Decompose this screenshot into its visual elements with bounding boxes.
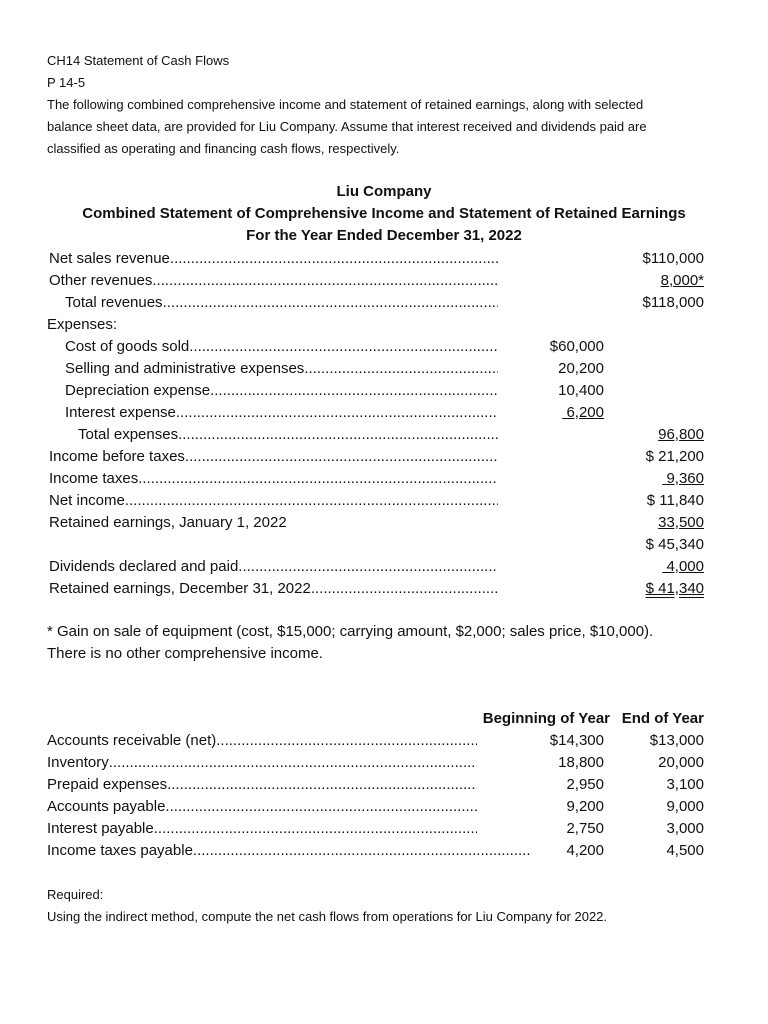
- row-label-text: Net income: [49, 492, 125, 509]
- row-label: [65, 336, 498, 358]
- table-row: [0, 402, 768, 424]
- intro-line: classified as operating and financing cash flows, respectively.: [47, 141, 400, 156]
- detail-amount: 10,400: [558, 382, 604, 399]
- dot-leader: [154, 818, 477, 840]
- table-row: [0, 446, 768, 468]
- table-row: [0, 534, 768, 556]
- table-row: [0, 270, 768, 292]
- row-label-text: Interest payable: [47, 820, 154, 837]
- dot-leader: [185, 446, 498, 468]
- table-row: [0, 380, 768, 402]
- row-label: [49, 270, 498, 292]
- row-label: [47, 752, 477, 774]
- dot-leader: [304, 358, 498, 380]
- dot-leader: [165, 796, 477, 818]
- intro-line: balance sheet data, are provided for Liu Company. Assume that interest received and dividends paid are: [47, 119, 647, 134]
- total-amount: 96,800: [658, 426, 704, 443]
- table-row: [0, 840, 768, 862]
- dot-leader: [109, 752, 477, 774]
- beginning-amount: 2,750: [566, 820, 604, 837]
- row-label-text: Inventory: [47, 754, 109, 771]
- table-row: [0, 512, 768, 534]
- table-row: [0, 578, 768, 600]
- end-amount: 3,100: [666, 776, 704, 793]
- row-label-text: Dividends declared and paid: [49, 558, 239, 575]
- row-label: [78, 424, 498, 446]
- table-row: [0, 248, 768, 270]
- statement-title: Combined Statement of Comprehensive Income and Statement of Retained Earnings: [82, 205, 686, 222]
- beginning-amount: $14,300: [549, 732, 604, 749]
- beginning-amount: 9,200: [566, 798, 604, 815]
- row-label-text: Depreciation expense: [65, 382, 211, 399]
- dot-leader: [125, 490, 498, 512]
- row-label-text: Selling and administrative expenses: [65, 360, 305, 377]
- row-label-text: Net sales revenue: [49, 250, 170, 267]
- statement-note: There is no other comprehensive income.: [47, 645, 323, 662]
- row-label-text: Interest expense: [65, 404, 176, 421]
- total-amount: $110,000: [642, 250, 704, 267]
- row-label: [65, 292, 498, 314]
- table-row: [0, 336, 768, 358]
- end-amount: 4,500: [666, 842, 704, 859]
- detail-amount: 20,200: [558, 360, 604, 377]
- total-amount: $ 21,200: [645, 448, 704, 465]
- dot-leader: [163, 292, 498, 314]
- row-label-text: Total revenues: [65, 294, 163, 311]
- row-label-text: Cost of goods sold: [65, 338, 190, 355]
- row-label: [49, 490, 498, 512]
- row-label-text: Income taxes: [49, 470, 139, 487]
- table-row: [0, 774, 768, 796]
- row-label-text: Income taxes payable: [47, 842, 193, 859]
- row-label-text: Retained earnings, January 1, 2022: [49, 514, 287, 531]
- dot-leader: [311, 578, 498, 600]
- dot-leader: [238, 556, 498, 578]
- end-amount: 3,000: [666, 820, 704, 837]
- row-label: [65, 380, 498, 402]
- row-label: [47, 314, 117, 336]
- table-row: [0, 468, 768, 490]
- row-label: [47, 730, 477, 752]
- intro: [47, 50, 727, 160]
- row-label-text: Other revenues: [49, 272, 153, 289]
- dot-leader: [152, 270, 498, 292]
- table-row: [0, 818, 768, 840]
- dot-leader: [170, 248, 498, 270]
- total-amount: $ 45,340: [645, 536, 704, 553]
- row-label: [49, 512, 287, 534]
- required-text: Using the indirect method, compute the net cash flows from operations for Liu Company for 2022.: [47, 909, 608, 924]
- required-label: Required:: [47, 887, 104, 902]
- problem-number: P 14-5: [47, 75, 86, 90]
- total-amount: $ 41,340: [645, 580, 704, 597]
- row-label-text: Retained earnings, December 31, 2022: [49, 580, 311, 597]
- table-row: [0, 358, 768, 380]
- row-label-text: Accounts payable: [47, 798, 166, 815]
- total-amount: 8,000*: [660, 272, 704, 289]
- company-name: Liu Company: [336, 183, 432, 200]
- table-row: [0, 292, 768, 314]
- dot-leader: [210, 380, 498, 402]
- total-amount: $ 11,840: [646, 492, 704, 509]
- row-label: [65, 358, 498, 380]
- table-row: [0, 730, 768, 752]
- row-label: [47, 818, 477, 840]
- row-label-text: Income before taxes: [49, 448, 185, 465]
- table-row: [0, 796, 768, 818]
- dot-leader: [178, 424, 498, 446]
- table-row: [0, 752, 768, 774]
- dot-leader: [189, 336, 498, 358]
- total-amount: $118,000: [642, 294, 704, 311]
- beginning-amount: 2,950: [566, 776, 604, 793]
- total-amount: 33,500: [658, 514, 704, 531]
- table-row: [0, 490, 768, 512]
- row-label: [49, 556, 498, 578]
- end-amount: $13,000: [649, 732, 704, 749]
- row-label: [65, 402, 498, 424]
- row-label: [47, 774, 477, 796]
- dot-leader: [216, 730, 477, 752]
- header-beginning-of-year: Beginning of Year: [482, 710, 610, 727]
- table-row: [0, 314, 768, 336]
- end-amount: 9,000: [666, 798, 704, 815]
- intro-line: The following combined comprehensive income and statement of retained earnings, along with selected: [47, 97, 644, 112]
- row-label: [47, 840, 531, 862]
- table-row: [0, 556, 768, 578]
- total-amount: 9,360: [662, 470, 704, 487]
- dot-leader: [138, 468, 498, 490]
- row-label-text: Accounts receivable (net): [47, 732, 217, 749]
- dot-leader: [167, 774, 477, 796]
- beginning-amount: 4,200: [566, 842, 604, 859]
- statement-period: For the Year Ended December 31, 2022: [246, 227, 522, 244]
- row-label: [49, 248, 498, 270]
- dot-leader: [176, 402, 498, 424]
- header-end-of-year: End of Year: [621, 710, 704, 727]
- beginning-amount: 18,800: [558, 754, 604, 771]
- end-amount: 20,000: [658, 754, 704, 771]
- dot-leader: [193, 840, 531, 862]
- footnote: * Gain on sale of equipment (cost, $15,000; carrying amount, $2,000; sales price, $10,000).: [47, 623, 654, 640]
- row-label: [47, 796, 477, 818]
- row-label: [49, 578, 498, 600]
- table-row: [0, 424, 768, 446]
- row-label-text: Prepaid expenses: [47, 776, 168, 793]
- chapter-title: CH14 Statement of Cash Flows: [47, 53, 230, 68]
- row-label: [49, 468, 498, 490]
- detail-amount: $60,000: [549, 338, 604, 355]
- detail-amount: 6,200: [562, 404, 604, 421]
- total-amount: 4,000: [662, 558, 704, 575]
- row-label-text: Expenses:: [47, 316, 118, 333]
- row-label-text: Total expenses: [78, 426, 179, 443]
- row-label: [49, 446, 498, 468]
